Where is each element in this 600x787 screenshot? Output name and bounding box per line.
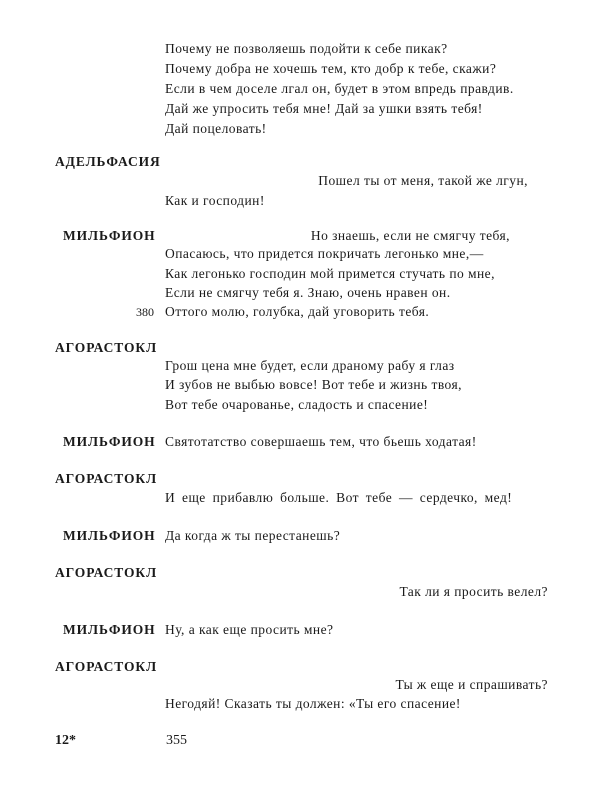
verse-line: Оттого молю, голубка, дай уговорить тебя. xyxy=(165,304,430,319)
verse-line: Почему не позволяешь подойти к себе пикак? xyxy=(165,41,448,56)
speaker-name: АГОРАСТОКЛ xyxy=(55,565,158,580)
speaker-name: АГОРАСТОКЛ xyxy=(55,659,158,674)
verse-line: Как и господин! xyxy=(165,193,265,208)
verse-line: Ну, а как еще просить мне? xyxy=(165,622,334,637)
signature-mark: 12* xyxy=(55,733,76,748)
verse-line: Как легонько господин мой примется стучать по мне, xyxy=(165,266,495,281)
verse-line: Дай же упросить тебя мне! Дай за ушки взять тебя! xyxy=(165,101,483,116)
verse-line: Грош цена мне будет, если драному рабу я глаз xyxy=(165,358,455,373)
verse-line: Если в чем доселе лгал он, будет в этом впредь правдив. xyxy=(165,81,514,96)
verse-line: Так ли я просить велел? xyxy=(399,584,548,599)
verse-line: Святотатство совершаешь тем, что бьешь ходатая! xyxy=(165,434,477,449)
line-number: 380 xyxy=(136,305,154,319)
verse-line: Да когда ж ты перестанешь? xyxy=(165,528,341,543)
verse-line: Вот тебе очарованье, сладость и спасение! xyxy=(165,397,429,412)
verse-line: И зубов не выбью вовсе! Вот тебе и жизнь твоя, xyxy=(165,377,462,392)
verse-line: Почему добра не хочешь тем, кто добр к тебе, скажи? xyxy=(165,61,497,76)
speaker-name: АГОРАСТОКЛ xyxy=(55,471,158,486)
verse-line: Ты ж еще и спрашивать? xyxy=(395,677,548,692)
page-number: 355 xyxy=(166,733,187,748)
speaker-name: АГОРАСТОКЛ xyxy=(55,340,158,355)
speaker-name: АДЕЛЬФАСИЯ xyxy=(55,154,161,169)
verse-line: Дай поцеловать! xyxy=(165,121,267,136)
speaker-name: МИЛЬФИОН xyxy=(63,528,156,543)
verse-line: Пошел ты от меня, такой же лгун, xyxy=(318,173,528,188)
verse-line: Негодяй! Сказать ты должен: «Ты его спасение! xyxy=(165,696,461,711)
verse-line: И еще прибавлю больше. Вот тебе — сердечко, мед! xyxy=(165,490,513,505)
speaker-name: МИЛЬФИОН xyxy=(63,622,156,637)
verse-line: Если не смягчу тебя я. Знаю, очень нравен он. xyxy=(165,285,451,300)
speaker-name: МИЛЬФИОН xyxy=(63,434,156,449)
verse-line: Но знаешь, если не смягчу тебя, xyxy=(310,228,510,243)
verse-line: Опасаюсь, что придется покричать легонько мне,— xyxy=(165,246,484,261)
speaker-name: МИЛЬФИОН xyxy=(63,228,156,243)
